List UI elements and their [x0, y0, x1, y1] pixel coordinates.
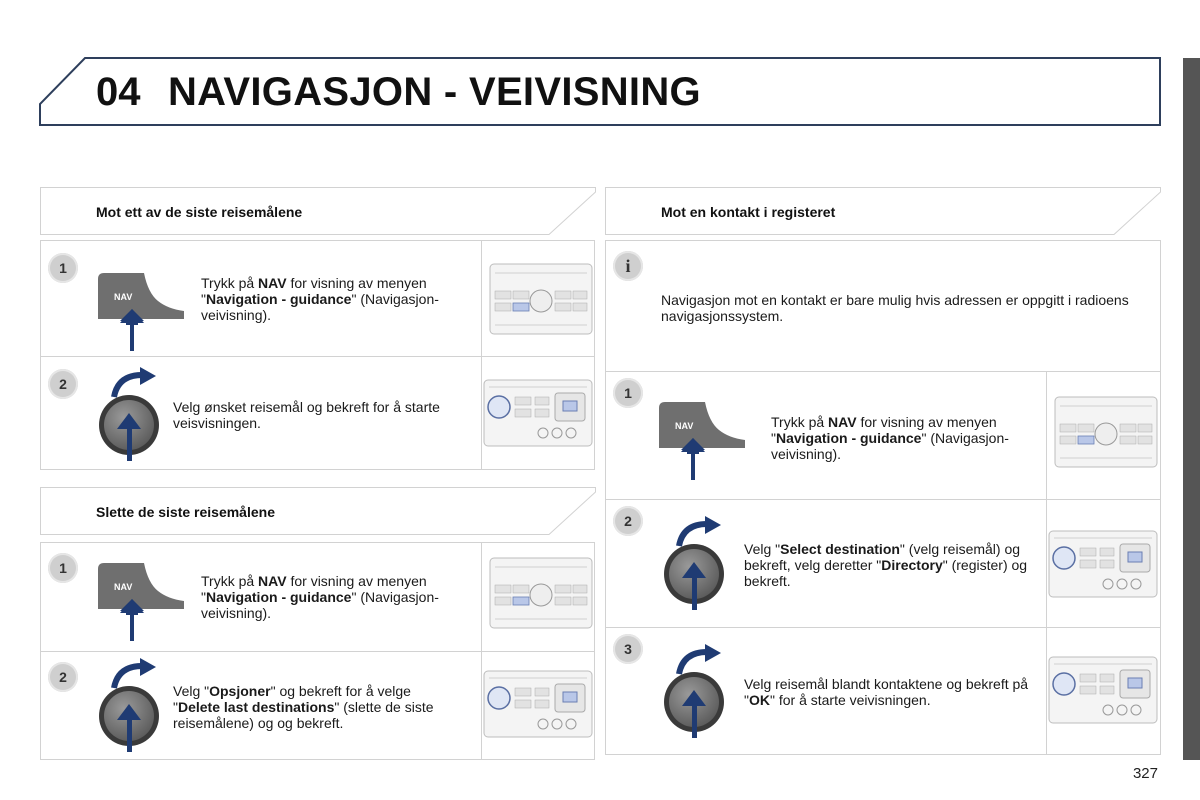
step-row	[41, 543, 594, 651]
radio-panel-nav-illustration	[489, 557, 593, 634]
step-instruction: Velg ønsket reisemål og bekreft for å starte veisvisningen.	[173, 399, 440, 431]
section-heading-text: Mot en kontakt i registeret	[661, 204, 836, 220]
step-row	[41, 651, 594, 760]
chapter-number: 04	[96, 70, 141, 114]
step-instruction: Velg reisemål blandt kontaktene og bekreft på "OK" for å starte veivisningen.	[744, 676, 1029, 708]
rotary-knob-icon	[96, 658, 166, 758]
step-row	[606, 371, 1160, 499]
step-row	[606, 499, 1160, 627]
step-row	[41, 241, 594, 356]
step-instruction: Trykk på NAV for visning av menyen "Navigation - guidance" (Navigasjon-veivisning).	[201, 573, 439, 621]
page-number: 327	[1132, 765, 1158, 782]
step-number-badge: 1	[613, 378, 643, 408]
nav-key-label: NAV	[114, 292, 133, 302]
step-row	[606, 627, 1160, 755]
step-instruction: Trykk på NAV for visning av menyen "Navigation - guidance" (Navigasjon-veivisning).	[201, 275, 439, 323]
step-instruction: Velg "Opsjoner" og bekreft for å velge "Delete last destinations" (slette de siste reisemålene) og og bekreft.	[173, 683, 434, 731]
step-number-badge: 1	[48, 553, 78, 583]
nav-key-label: NAV	[114, 582, 133, 592]
page-title: NAVIGASJON - VEIVISNING	[168, 70, 701, 114]
radio-panel-knob-illustration	[483, 670, 593, 743]
step-number-badge: 3	[613, 634, 643, 664]
rotary-knob-icon	[661, 644, 731, 744]
steps-panel-contact	[605, 240, 1161, 755]
step-number-badge: 2	[613, 506, 643, 536]
section-heading-text: Mot ett av de siste reisemålene	[96, 204, 303, 220]
section-heading-delete-recent	[40, 487, 596, 535]
step-number-badge: 1	[48, 253, 78, 283]
section-heading-recent-destinations	[40, 187, 596, 235]
section-heading-text: Slette de siste reisemålene	[96, 504, 275, 520]
step-number-badge: 2	[48, 369, 78, 399]
steps-panel-delete-recent	[40, 542, 595, 760]
info-badge: i	[613, 251, 643, 281]
nav-button-icon	[96, 561, 186, 646]
step-number-badge: 2	[48, 662, 78, 692]
radio-panel-knob-illustration	[483, 379, 593, 452]
steps-panel-recent-destinations	[40, 240, 595, 470]
info-row	[606, 241, 1160, 371]
radio-panel-knob-illustration	[1048, 656, 1158, 729]
radio-panel-knob-illustration	[1048, 530, 1158, 603]
radio-panel-nav-illustration	[489, 263, 593, 340]
nav-button-icon	[96, 271, 186, 356]
radio-panel-nav-illustration	[1054, 396, 1158, 473]
step-row	[41, 356, 594, 470]
rotary-knob-icon	[96, 367, 166, 467]
nav-button-icon	[657, 400, 747, 485]
nav-key-label: NAV	[675, 421, 694, 431]
info-text: Navigasjon mot en kontakt er bare mulig hvis adressen er oppgitt i radioens navigasjonssystem.	[661, 292, 1129, 324]
chapter-edge-tab	[1183, 58, 1200, 760]
step-instruction: Trykk på NAV for visning av menyen "Navigation - guidance" (Navigasjon-veivisning).	[771, 414, 1009, 462]
step-instruction: Velg "Select destination" (velg reisemål) og bekreft, velg deretter "Directory" (register) og bekreft.	[744, 541, 1028, 589]
rotary-knob-icon	[661, 516, 731, 616]
section-heading-contact	[605, 187, 1161, 235]
